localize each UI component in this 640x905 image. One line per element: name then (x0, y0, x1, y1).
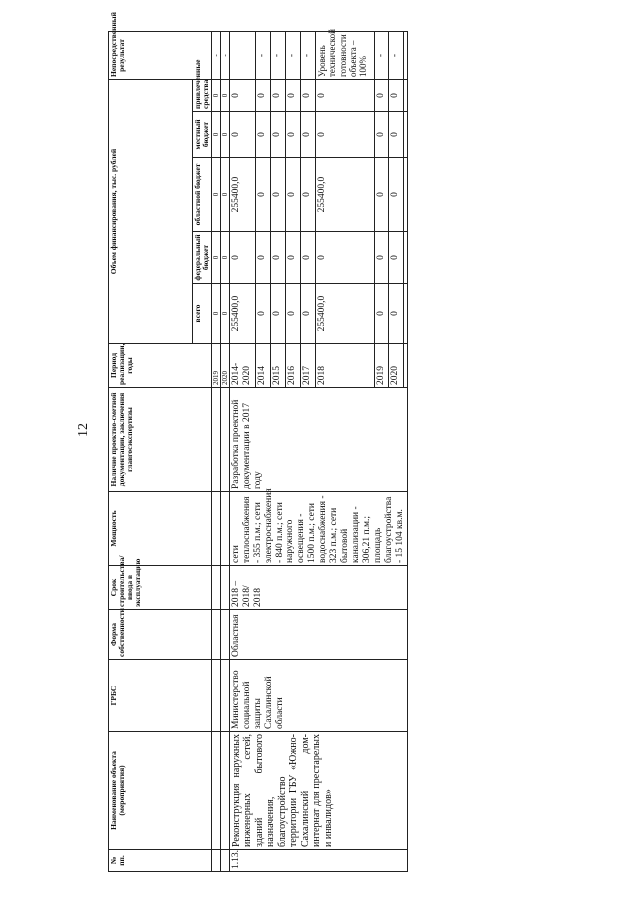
attracted-cell: 0 (211, 80, 220, 112)
local-cell: 0 (271, 112, 286, 158)
total-cell: 255400,0 (315, 284, 374, 344)
header-capacity: Мощность (109, 492, 212, 566)
year-cell: 2014 (256, 344, 271, 388)
result-cell: - (271, 32, 286, 80)
federal-cell: 0 (229, 232, 256, 284)
federal-cell: 0 (211, 232, 220, 284)
year-cell: 2016 (286, 344, 301, 388)
federal-cell: 0 (315, 232, 374, 284)
table-row (211, 32, 220, 872)
regional-cell: 0 (220, 158, 229, 232)
regional-cell: 0 (374, 158, 389, 232)
year-cell: 2018 (315, 344, 374, 388)
item-design-docs: Разработка проектной документации в 2017 году (229, 388, 407, 492)
regional-cell: 255400,0 (315, 158, 374, 232)
page-number: 12 (76, 423, 91, 437)
header-federal: федеральный бюджет (193, 232, 212, 284)
attracted-cell: 0 (389, 80, 404, 112)
local-cell: 0 (229, 112, 256, 158)
table-row (229, 32, 256, 872)
total-cell: 0 (301, 284, 316, 344)
result-cell: - (211, 32, 220, 80)
header-ownership: Форма собственности (109, 610, 212, 660)
regional-cell: 0 (256, 158, 271, 232)
year-cell: 2019 (211, 344, 220, 388)
regional-cell: 0 (389, 158, 404, 232)
table-row (220, 32, 229, 872)
header-total: всего (193, 284, 212, 344)
local-cell: 0 (220, 112, 229, 158)
result-cell: - (389, 32, 404, 80)
total-cell: 0 (256, 284, 271, 344)
total-cell: 255400,0 (229, 284, 256, 344)
total-cell: 0 (389, 284, 404, 344)
year-cell: 2017 (301, 344, 316, 388)
local-cell: 0 (301, 112, 316, 158)
federal-cell: 0 (374, 232, 389, 284)
year-cell: 2020 (389, 344, 404, 388)
regional-cell: 0 (211, 158, 220, 232)
item-num: 1.13. (229, 850, 407, 872)
item-capacity: сети теплоснабжения - 355 п.м.; сети электроснабжения - 840 п.м.; сети наружного освещения - 1500 п.м.; сети водоснабжения - 323 п.м.; сети бытовой канализации - 306,21 п.м.; площадь благоустройства - 15 104 кв.м. (229, 492, 407, 566)
year-cell: 2020 (220, 344, 229, 388)
total-cell: 0 (220, 284, 229, 344)
attracted-cell: 0 (229, 80, 256, 112)
total-cell: 0 (211, 284, 220, 344)
regional-cell: 0 (286, 158, 301, 232)
result-cell: - (374, 32, 389, 80)
header-grbs: ГРБС (109, 660, 212, 732)
item-ownership: Областная (229, 610, 407, 660)
attracted-cell: 0 (301, 80, 316, 112)
result-cell (229, 32, 256, 80)
federal-cell: 0 (271, 232, 286, 284)
header-funding-group: Объем финансирования, тыс. рублей (109, 80, 193, 344)
header-local: местный бюджет (193, 112, 212, 158)
attracted-cell: 0 (256, 80, 271, 112)
local-cell: 0 (256, 112, 271, 158)
local-cell: 0 (374, 112, 389, 158)
attracted-cell: 0 (220, 80, 229, 112)
federal-cell: 0 (286, 232, 301, 284)
attracted-cell: 0 (315, 80, 374, 112)
local-cell: 0 (211, 112, 220, 158)
federal-cell: 0 (301, 232, 316, 284)
table-container (108, 12, 405, 872)
regional-cell: 0 (301, 158, 316, 232)
total-cell: 0 (286, 284, 301, 344)
federal-cell: 0 (220, 232, 229, 284)
header-attracted: привлеченные средства (193, 80, 212, 112)
total-cell: 0 (271, 284, 286, 344)
result-cell: - (220, 32, 229, 80)
rotated-table (108, 12, 405, 872)
attracted-cell: 0 (374, 80, 389, 112)
header-name: Наименование объекта (мероприятия) (109, 732, 212, 850)
total-cell: 0 (374, 284, 389, 344)
header-result: Непосредственный результат (109, 32, 212, 80)
header-term: Срок строительства/ввода в эксплуатацию (109, 566, 212, 610)
local-cell: 0 (315, 112, 374, 158)
local-cell: 0 (286, 112, 301, 158)
item-term: 2018 – 2018/ 2018 (229, 566, 407, 610)
attracted-cell: 0 (286, 80, 301, 112)
year-cell: 2014-2020 (229, 344, 256, 388)
item-name: Реконструкция наружных инженерных сетей, зданий бытового назначения, благоустройство территории ГБУ «Южно-Сахалинский дом-интернат для престарелых и инвалидов» (229, 732, 407, 850)
regional-cell: 0 (271, 158, 286, 232)
attracted-cell: 0 (271, 80, 286, 112)
header-period: Период реализации, годы (109, 344, 212, 388)
federal-cell: 0 (256, 232, 271, 284)
result-cell: - (286, 32, 301, 80)
financing-table (108, 12, 408, 872)
year-cell: 2019 (374, 344, 389, 388)
header-design-docs: Наличие проектно-сметной документации, заключения главгосэкспертизы (109, 388, 212, 492)
result-cell: Уровень технической готовности объекта – 100% (315, 32, 374, 80)
local-cell: 0 (389, 112, 404, 158)
header-regional: областной бюджет (193, 158, 212, 232)
regional-cell: 255400,0 (229, 158, 256, 232)
item-grbs: Министерство социальной защиты Сахалинской области (229, 660, 407, 732)
header-num: № пп. (109, 850, 212, 872)
year-cell: 2015 (271, 344, 286, 388)
federal-cell: 0 (389, 232, 404, 284)
result-cell: - (256, 32, 271, 80)
result-cell: - (301, 32, 316, 80)
